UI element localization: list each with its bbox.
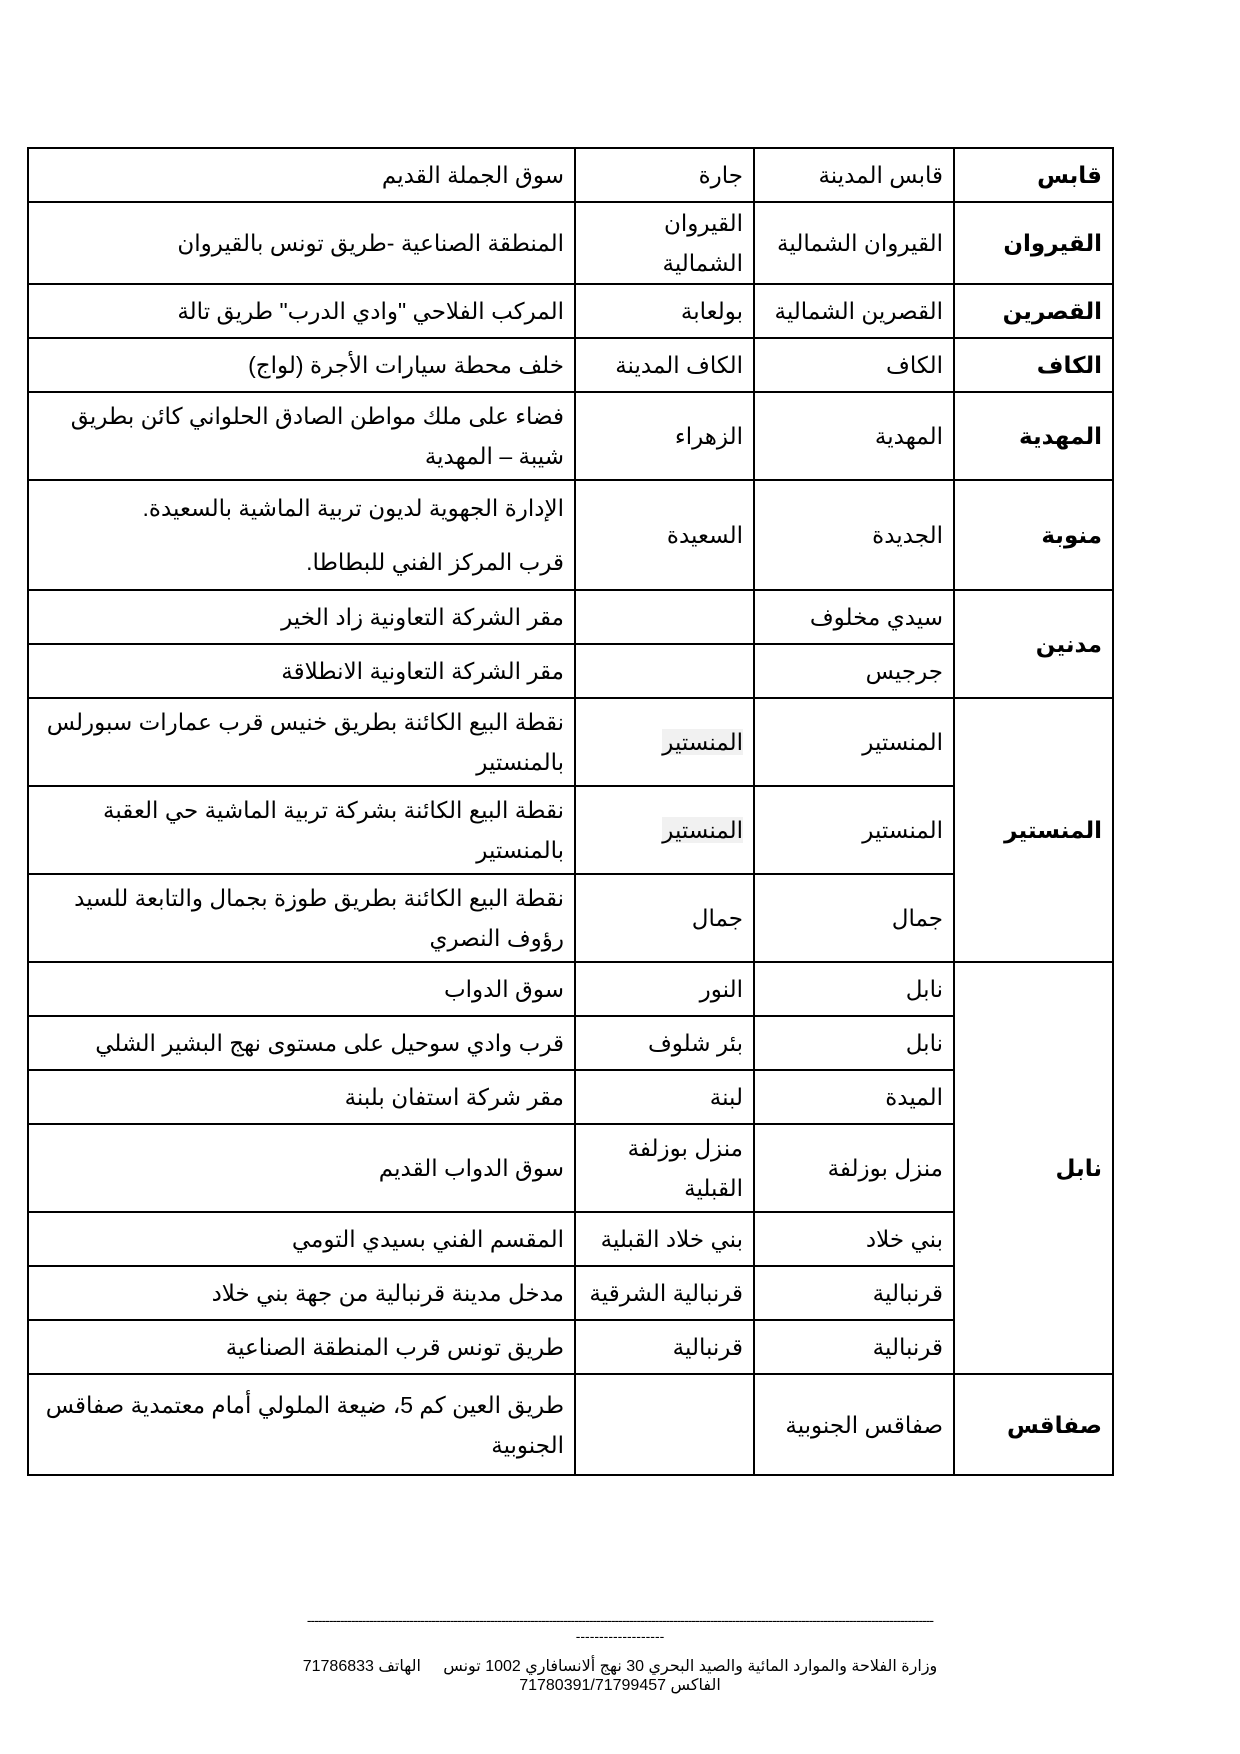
governorate-cell: الكاف — [954, 338, 1113, 392]
location-line: قرب المركز الفني للبطاطا. — [306, 549, 564, 575]
table-row — [28, 962, 1113, 1016]
delegation-cell: قابس المدينة — [754, 148, 954, 202]
table-row — [28, 1320, 1113, 1374]
delegation-cell: المنستير — [754, 698, 954, 786]
delegation-cell: جرجيس — [754, 644, 954, 698]
sector-cell: النور — [575, 962, 754, 1016]
governorate-cell: المهدية — [954, 392, 1113, 480]
governorate-cell: القيروان — [954, 202, 1113, 284]
sector-cell — [575, 590, 754, 644]
delegation-cell: المنستير — [754, 786, 954, 874]
location-cell — [28, 480, 575, 590]
location-cell: المقسم الفني بسيدي التومي — [28, 1212, 575, 1266]
governorate-cell: المنستير — [954, 698, 1113, 962]
sector-cell: الكاف المدينة — [575, 338, 754, 392]
governorate-cell: القصرين — [954, 284, 1113, 338]
governorate-cell: مدنين — [954, 590, 1113, 698]
location-cell: سوق الجملة القديم — [28, 148, 575, 202]
sector-cell: منزل بوزلفة القبلية — [575, 1124, 754, 1212]
delegation-cell: قرنبالية — [754, 1266, 954, 1320]
sector-cell — [575, 644, 754, 698]
delegation-cell: سيدي مخلوف — [754, 590, 954, 644]
location-cell: فضاء على ملك مواطن الصادق الحلواني كائن بطريق شيبة – المهدية — [28, 392, 575, 480]
governorate-cell: منوبة — [954, 480, 1113, 590]
sector-value: المنستير — [662, 729, 743, 755]
location-cell: نقطة البيع الكائنة بشركة تربية الماشية حي العقبة بالمنستير — [28, 786, 575, 874]
location-line: الإدارة الجهوية لديون تربية الماشية بالسعيدة. — [142, 495, 564, 521]
ministry-address: وزارة الفلاحة والموارد المائية والصيد البحري 30 نهج ألانسافاري 1002 تونس — [443, 1658, 938, 1675]
location-cell: مقر شركة استفان بلبنة — [28, 1070, 575, 1124]
table-row — [28, 1070, 1113, 1124]
delegation-cell: صفاقس الجنوبية — [754, 1374, 954, 1475]
delegation-cell: الميدة — [754, 1070, 954, 1124]
location-cell: خلف محطة سيارات الأجرة (لواج) — [28, 338, 575, 392]
location-cell: سوق الدواب القديم — [28, 1124, 575, 1212]
delegation-cell: المهدية — [754, 392, 954, 480]
table-row — [28, 338, 1113, 392]
sector-cell: بني خلاد القبلية — [575, 1212, 754, 1266]
table-row — [28, 874, 1113, 962]
table-row — [28, 1124, 1113, 1212]
sector-cell: القيروان الشمالية — [575, 202, 754, 284]
table-row — [28, 1266, 1113, 1320]
delegation-cell: نابل — [754, 1016, 954, 1070]
delegation-cell: القيروان الشمالية — [754, 202, 954, 284]
governorate-cell: صفاقس — [954, 1374, 1113, 1475]
location-cell: طريق العين كم 5، ضيعة الملولي أمام معتمدية صفاقس الجنوبية — [28, 1374, 575, 1475]
table-row — [28, 644, 1113, 698]
location-cell: سوق الدواب — [28, 962, 575, 1016]
location-cell: مقر الشركة التعاونية زاد الخير — [28, 590, 575, 644]
sector-cell: قرنبالية الشرقية — [575, 1266, 754, 1320]
fax-number: 71780391/71799457 — [519, 1677, 667, 1694]
delegation-cell: الكاف — [754, 338, 954, 392]
sector-cell: الزهراء — [575, 392, 754, 480]
sector-cell: بولعابة — [575, 284, 754, 338]
table-row — [28, 698, 1113, 786]
table-row — [28, 284, 1113, 338]
governorate-cell: قابس — [954, 148, 1113, 202]
fax-label: الفاكس — [670, 1677, 721, 1694]
footer-divider: --------------------------------------------------------------------------------------------------------------------------------------------------------------------------- — [306, 1612, 934, 1628]
governorate-cell: نابل — [954, 962, 1113, 1374]
sector-cell — [575, 786, 754, 874]
phone-number: 71786833 — [302, 1658, 374, 1675]
sector-cell: جمال — [575, 874, 754, 962]
location-cell: مدخل مدينة قرنبالية من جهة بني خلاد — [28, 1266, 575, 1320]
location-cell: المنطقة الصناعية -طريق تونس بالقيروان — [28, 202, 575, 284]
delegation-cell: قرنبالية — [754, 1320, 954, 1374]
footer-address-line — [0, 1656, 1240, 1676]
table-row — [28, 786, 1113, 874]
sector-value: المنستير — [662, 817, 743, 843]
sector-cell — [575, 1374, 754, 1475]
table-row — [28, 480, 1113, 590]
footer-fax-line — [0, 1675, 1240, 1695]
sector-cell — [575, 698, 754, 786]
delegation-cell: منزل بوزلفة — [754, 1124, 954, 1212]
table-row — [28, 1374, 1113, 1475]
phone-label: الهاتف — [378, 1658, 421, 1675]
sector-cell: لبنة — [575, 1070, 754, 1124]
location-cell: طريق تونس قرب المنطقة الصناعية — [28, 1320, 575, 1374]
sector-cell: قرنبالية — [575, 1320, 754, 1374]
delegation-cell: نابل — [754, 962, 954, 1016]
sector-cell: جارة — [575, 148, 754, 202]
footer-divider-short: ------------------- — [575, 1628, 665, 1644]
delegation-cell: بني خلاد — [754, 1212, 954, 1266]
table-row — [28, 1016, 1113, 1070]
location-cell: قرب وادي سوحيل على مستوى نهج البشير الشلي — [28, 1016, 575, 1070]
delegation-cell: جمال — [754, 874, 954, 962]
table-row — [28, 392, 1113, 480]
table-row — [28, 590, 1113, 644]
sector-cell: السعيدة — [575, 480, 754, 590]
sales-points-table — [27, 147, 1114, 1476]
table-row — [28, 1212, 1113, 1266]
delegation-cell: القصرين الشمالية — [754, 284, 954, 338]
location-cell: مقر الشركة التعاونية الانطلاقة — [28, 644, 575, 698]
location-cell: نقطة البيع الكائنة بطريق خنيس قرب عمارات سبورلس بالمنستير — [28, 698, 575, 786]
sector-cell: بئر شلوف — [575, 1016, 754, 1070]
delegation-cell: الجديدة — [754, 480, 954, 590]
location-cell: نقطة البيع الكائنة بطريق طوزة بجمال والتابعة للسيد رؤوف النصري — [28, 874, 575, 962]
table-row — [28, 148, 1113, 202]
table-row — [28, 202, 1113, 284]
location-cell: المركب الفلاحي "وادي الدرب" طريق تالة — [28, 284, 575, 338]
